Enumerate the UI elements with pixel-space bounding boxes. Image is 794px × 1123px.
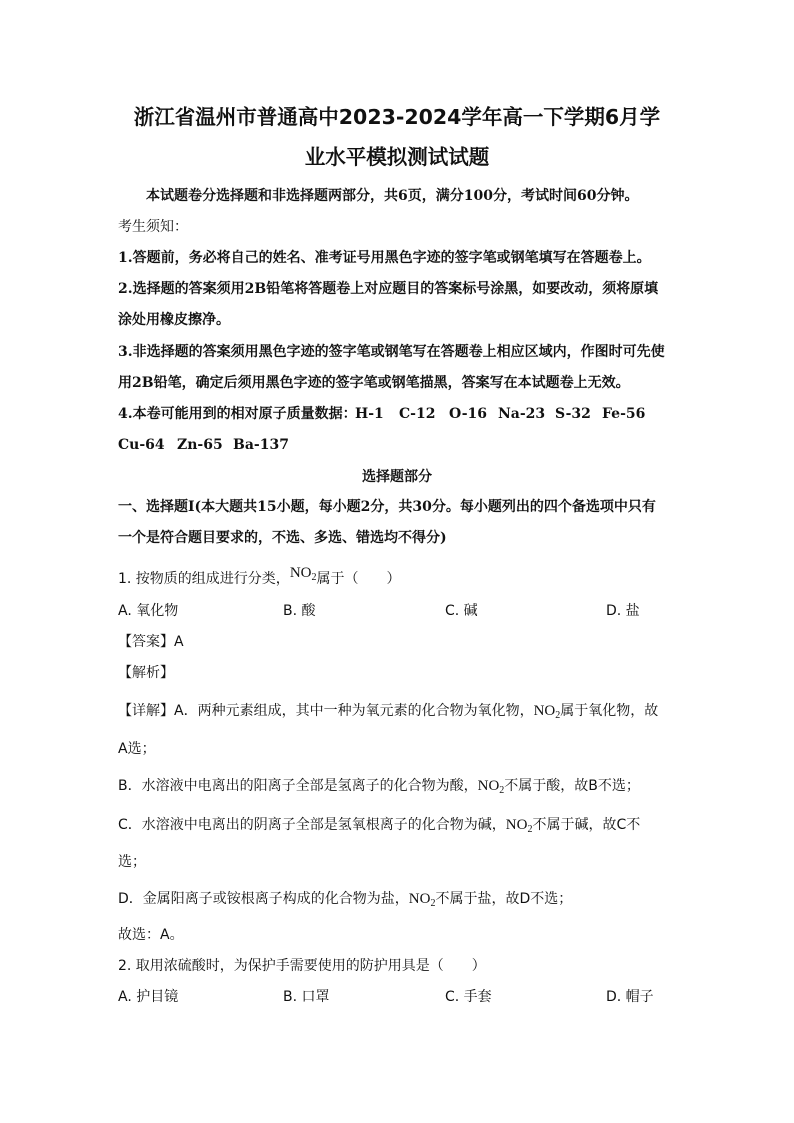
no2-formula: $NO_2$	[477, 778, 505, 796]
atomic-mass-cu: Cu-64	[118, 437, 165, 453]
section-title: 选择题部分	[362, 469, 432, 485]
question-1-stem	[118, 565, 401, 589]
no2-formula: $NO_2$	[533, 703, 561, 721]
section-description-line1: 一、选择题Ⅰ(本大题共15小题，每小题2分，共30分。每小题列出的四个备选项中只有	[118, 499, 656, 515]
section-description-line2: 一个是符合题目要求的，不选、多选、错选均不得分)	[118, 530, 447, 546]
question-2-option-a: A. 护目镜	[118, 989, 179, 1005]
atomic-mass-zn: Zn-65	[177, 437, 223, 453]
question-1-stem-start: 1. 按物质的组成进行分类，	[118, 571, 290, 587]
question-1-detail-a: 【详解】A．两种元素组成，其中一种为氧元素的化合物为氧化物，$NO_2$属于氧化物，故	[118, 703, 659, 721]
atomic-mass-h: H-1	[355, 406, 384, 422]
exam-title-line1: 浙江省温州市普通高中2023-2024学年高一下学期6月学	[133, 105, 661, 129]
question-1-stem-end: 属于（ ）	[316, 571, 401, 587]
question-1-detail-a-cont: A选；	[118, 741, 156, 757]
question-1-analysis: 【解析】	[118, 665, 174, 681]
no2-formula: $NO_2$	[289, 565, 317, 583]
question-2-option-c: C. 手套	[445, 989, 492, 1005]
exam-intro: 本试题卷分选择题和非选择题两部分，共6页，满分100分，考试时间60分钟。	[146, 188, 639, 204]
atomic-mass-s: S-32	[555, 406, 591, 422]
atomic-mass-ba: Ba-137	[233, 437, 289, 453]
notice-item-2-line1: 2.选择题的答案须用2B铅笔将答题卷上对应题目的答案标号涂黑，如要改动，须将原填	[118, 281, 659, 297]
atomic-mass-c: C-12	[399, 406, 436, 422]
question-1-answer: 【答案】A	[118, 634, 184, 650]
notice-item-4-label: 4.本卷可能用到的相对原子质量数据：	[118, 406, 357, 422]
notice-item-1: 1.答题前，务必将自己的姓名、准考证号用黑色字迹的签字笔或钢笔填写在答题卷上。	[118, 250, 651, 266]
question-1-option-b: B. 酸	[283, 603, 316, 619]
question-1-option-d: D. 盐	[606, 603, 640, 619]
question-1-detail-b: B．水溶液中电离出的阳离子全部是氢离子的化合物为酸，$NO_2$不属于酸，故B不选；	[118, 778, 640, 796]
atomic-mass-na: Na-23	[498, 406, 546, 422]
question-2-option-b: B. 口罩	[283, 989, 330, 1005]
notice-item-3-line1: 3.非选择题的答案须用黑色字迹的签字笔或钢笔写在答题卷上相应区域内，作图时可先使	[118, 344, 665, 360]
notice-heading: 考生须知：	[118, 219, 188, 235]
question-1-detail-c: C．水溶液中电离出的阴离子全部是氢氧根离子的化合物为碱，$NO_2$不属于碱，故C不	[118, 817, 641, 835]
question-1-detail-d: D．金属阳离子或铵根离子构成的化合物为盐，$NO_2$不属于盐，故D不选；	[118, 891, 573, 909]
exam-title-line2: 业水平模拟测试试题	[304, 145, 490, 169]
question-1-option-c: C. 碱	[445, 603, 478, 619]
question-2-option-d: D. 帽子	[606, 989, 654, 1005]
question-1-conclusion: 故选：A。	[118, 927, 184, 943]
notice-item-3-line2: 用2B铅笔，确定后须用黑色字迹的签字笔或钢笔描黑，答案写在本试题卷上无效。	[118, 375, 630, 391]
atomic-mass-o: O-16	[449, 406, 488, 422]
atomic-mass-fe: Fe-56	[602, 406, 646, 422]
no2-formula: $NO_2$	[408, 891, 436, 909]
notice-item-2-line2: 涂处用橡皮擦净。	[118, 312, 230, 328]
question-1-option-a: A. 氧化物	[118, 603, 179, 619]
no2-formula: $NO_2$	[505, 817, 533, 835]
question-1-detail-c-cont: 选；	[118, 854, 146, 870]
question-2-stem: 2. 取用浓硫酸时，为保护手需要使用的防护用具是（ ）	[118, 958, 486, 974]
